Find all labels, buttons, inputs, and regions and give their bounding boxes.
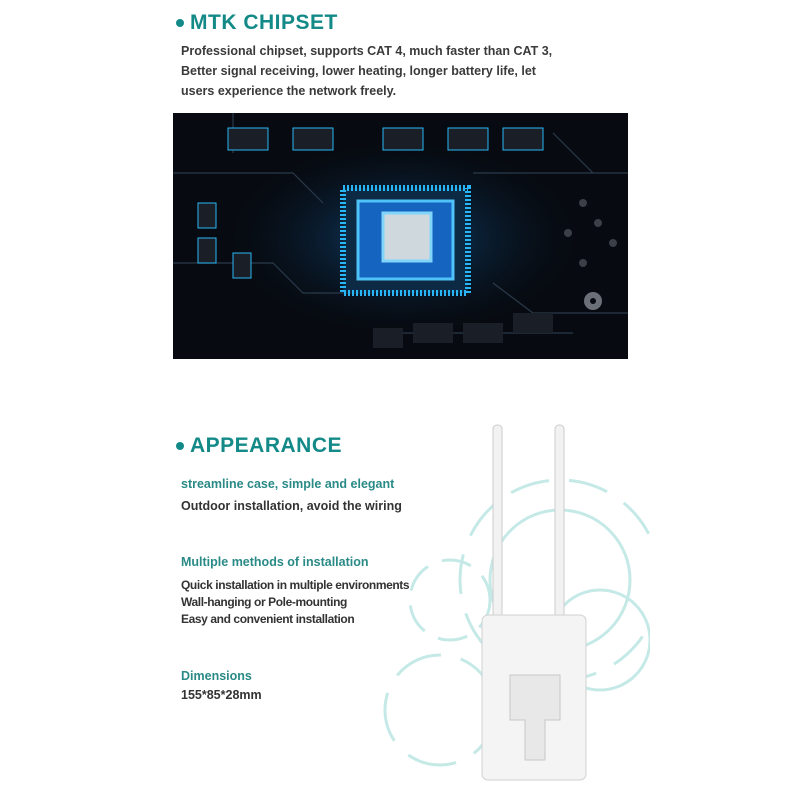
chipset-description (181, 41, 552, 101)
installation-list (181, 577, 409, 628)
dimensions-subtitle: Dimensions (181, 669, 252, 683)
installation-subtitle: Multiple methods of installation (181, 555, 369, 569)
desc-line: Better signal receiving, lower heating, longer battery life, let (181, 64, 536, 78)
chipset-title: MTK CHIPSET (190, 11, 338, 34)
dimensions-value: 155*85*28mm (181, 688, 262, 702)
outdoor-text: Outdoor installation, avoid the wiring (181, 499, 402, 513)
desc-line: users experience the network freely. (181, 84, 397, 98)
router-image (380, 420, 650, 790)
desc-line: Professional chipset, supports CAT 4, much faster than CAT 3, (181, 44, 553, 58)
bullet-icon (176, 442, 184, 450)
install-line: Wall-hanging or Pole-mounting (181, 595, 347, 609)
bullet-icon (176, 19, 184, 27)
chipset-image (173, 113, 628, 359)
chipset-heading (176, 11, 338, 35)
install-line: Quick installation in multiple environments (181, 578, 410, 592)
install-line: Easy and convenient installation (181, 612, 355, 626)
appearance-title: APPEARANCE (190, 434, 343, 457)
case-subtitle: streamline case, simple and elegant (181, 477, 395, 491)
appearance-heading (176, 434, 342, 458)
